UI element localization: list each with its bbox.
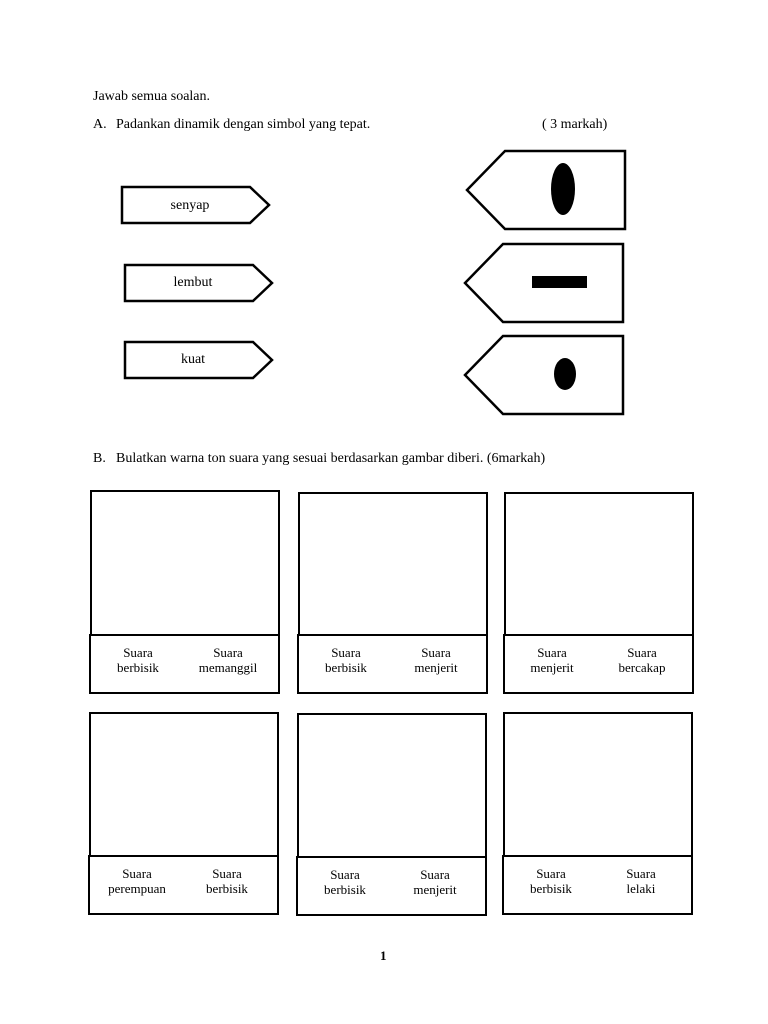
section-b-instruction: Bulatkan warna ton suara yang sesuai berdasarkan gambar diberi. (6markah): [116, 451, 546, 466]
instruction: Jawab semua soalan.: [93, 89, 211, 104]
option-5b[interactable]: Suara menjerit: [413, 867, 457, 897]
tall-oval-symbol: [551, 163, 575, 215]
dynamic-label-kuat: kuat: [180, 352, 206, 367]
section-a-marks: ( 3 markah): [542, 117, 608, 132]
symbol-arrow-1: [465, 149, 628, 232]
answer-box-4: [88, 855, 279, 915]
small-oval-symbol: [554, 358, 576, 390]
picture-box-3: [504, 492, 694, 636]
picture-box-6: [503, 712, 693, 857]
picture-box-5: [297, 713, 487, 858]
answer-box-6: [502, 855, 693, 915]
section-a-letter: A.: [93, 117, 107, 132]
option-1b[interactable]: Suara memanggil: [198, 645, 258, 675]
section-b-letter: B.: [93, 451, 106, 466]
option-3b[interactable]: Suara bercakap: [618, 645, 666, 675]
section-a-instruction: Padankan dinamik dengan simbol yang tepat.: [116, 117, 371, 132]
symbol-arrow-2: [463, 242, 626, 325]
option-5a[interactable]: Suara berbisik: [324, 867, 366, 897]
option-4b[interactable]: Suara berbisik: [206, 866, 248, 896]
option-2a[interactable]: Suara berbisik: [325, 645, 367, 675]
dynamic-label-senyap: senyap: [170, 198, 210, 213]
picture-box-2: [298, 492, 488, 636]
option-4a[interactable]: Suara perempuan: [108, 866, 166, 896]
answer-box-5: [296, 856, 487, 916]
option-6b[interactable]: Suara lelaki: [626, 866, 656, 896]
symbol-arrow-3: [463, 334, 626, 417]
picture-box-1: [90, 490, 280, 636]
answer-box-3: [503, 634, 694, 694]
option-2b[interactable]: Suara menjerit: [414, 645, 458, 675]
option-6a[interactable]: Suara berbisik: [530, 866, 572, 896]
option-1a[interactable]: Suara berbisik: [117, 645, 159, 675]
dynamic-label-lembut: lembut: [173, 275, 213, 290]
answer-box-1: [89, 634, 280, 694]
bar-symbol: [532, 276, 587, 288]
picture-box-4: [89, 712, 279, 857]
option-3a[interactable]: Suara menjerit: [530, 645, 574, 675]
page-number: 1: [380, 948, 387, 963]
answer-box-2: [297, 634, 488, 694]
